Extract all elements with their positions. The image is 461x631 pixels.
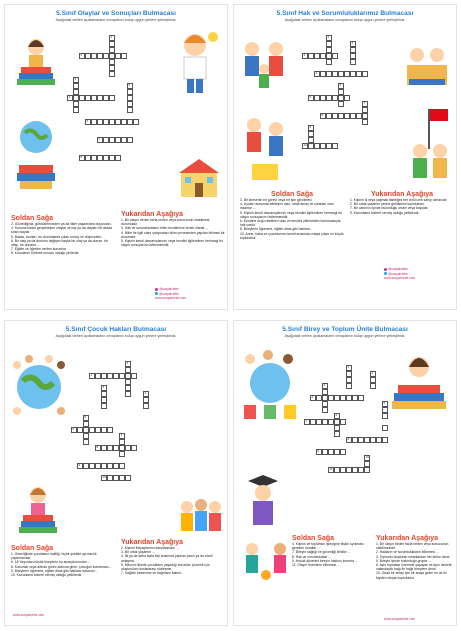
page-title: 5.Sınıf Hak ve Sorumluluklarımız Bulmacası bbox=[276, 10, 414, 17]
crossword-cell[interactable]: 9 bbox=[308, 125, 314, 131]
footer-website[interactable]: www.sosyalciebe.com bbox=[384, 617, 416, 621]
footer bbox=[155, 287, 186, 300]
clue: 8. Konularını bölerek sonucu olduğu yerlerdir. bbox=[11, 251, 80, 256]
crossword-cell[interactable] bbox=[382, 437, 388, 443]
crossword-cell[interactable]: 10 bbox=[303, 143, 307, 147]
kids-reading-illustration bbox=[399, 35, 455, 95]
clue: 7. Bir canlının içinde bulunduğu ortam veya koşullar. bbox=[350, 206, 429, 211]
crossword-cell[interactable] bbox=[127, 137, 133, 143]
crossword-cell[interactable]: 6 bbox=[85, 119, 91, 125]
clue: 5. Kişinin kendi davranışlarının veya kendini ilgilendiren herhangi bir olayın sonuçlarını üstlenmesidir. bbox=[121, 239, 223, 248]
page-subtitle: Aşağıdaki verilen açıklamaların cevaplarını bulup uygun yerlere yerleştiriniz. bbox=[284, 18, 406, 22]
footer-brand: @sosyalciebe bbox=[159, 291, 179, 296]
crossword-cell[interactable] bbox=[131, 373, 137, 379]
crossword-cell[interactable] bbox=[115, 155, 121, 161]
clue: 10. Ortak bir amaç için bir araya gelen en az iki kişiden oluşan topluluktur. bbox=[376, 571, 447, 580]
clue: 2. Hakların ve sorumlulukların bilinmesi ... bbox=[376, 550, 439, 555]
clue: 2. Kişinin ihtiyaçlarının karşılanması ... bbox=[121, 546, 179, 550]
clue: 4. Sonuna kadar gerçekleşen olaylar ve kişi ya da olayları bir arada tutan olaylar. bbox=[11, 226, 112, 235]
clue: 4. Uyuları arasında etkileşim olan, ortak amaç ve çıkarları olan insanlar ... bbox=[240, 202, 334, 211]
clue: 9. Bireylerin öğrenme, eğitim alma gibi haklara hukukun ... bbox=[11, 568, 99, 573]
crossword-cell[interactable] bbox=[326, 59, 332, 65]
clue: 1. Kişinin iş veya yapmak istediğini her türlü izne sahip olmasıdır. bbox=[350, 198, 448, 202]
clue: 7. Sağlıklı beslenme ve bağımsız bakım... bbox=[121, 571, 184, 576]
crossword-grid bbox=[67, 35, 175, 161]
clue: 4. Kişinin ve toplumun işleyişine ilişkin uyulması gereken kurallar ... bbox=[292, 542, 364, 551]
crossword-cell[interactable]: 10 bbox=[365, 455, 369, 459]
children-world-illustration bbox=[238, 347, 302, 421]
crossword-cell[interactable] bbox=[332, 143, 338, 149]
crossword-cell[interactable] bbox=[332, 53, 338, 59]
crossword-cell[interactable] bbox=[382, 413, 388, 419]
crossword-cell[interactable] bbox=[382, 425, 388, 431]
crossword-cell[interactable] bbox=[101, 403, 107, 409]
crossword-cell[interactable] bbox=[344, 95, 350, 101]
globe-books-illustration bbox=[11, 115, 61, 215]
clue: 5. Kişinin kendi davranışlarının veya kendini ilgilendiren herhangi bir olayın sonuçlarını üstlenmesidir. bbox=[240, 210, 342, 219]
crossword-cell[interactable]: 2 bbox=[350, 41, 356, 47]
school-building-illustration bbox=[175, 155, 223, 200]
crossword-cell[interactable]: 5 bbox=[83, 415, 89, 421]
clue: 8. Kanunlar veya ailenin görev alanına giren, çocuğun korunması... bbox=[11, 564, 112, 569]
clue: 10. Anne, baba ve çocuklarının kendi arasında ortaya çıkan en küçük topluluktur. bbox=[240, 231, 344, 240]
crossword-grid bbox=[71, 361, 179, 481]
crossword-cell[interactable]: 5 bbox=[382, 401, 388, 407]
crossword-cell[interactable]: 4 bbox=[314, 71, 320, 77]
clue: 6. 18 Yaşından küçük bireylerin bu amaçla kurulan ... bbox=[11, 560, 91, 565]
crossword-cell[interactable]: 1 bbox=[326, 35, 332, 41]
footer bbox=[384, 617, 415, 621]
crossword-cell[interactable]: 3 bbox=[322, 383, 328, 389]
crossword-cell[interactable]: 7 bbox=[304, 419, 310, 425]
page-subtitle: Aşağıdaki verilen açıklamaların cevaplarını bulup uygun yerlere yerleştiriniz. bbox=[55, 18, 177, 22]
crossword-cell[interactable] bbox=[350, 59, 356, 65]
footer bbox=[384, 267, 415, 280]
crossword-cell[interactable] bbox=[362, 119, 368, 125]
crossword-cell[interactable] bbox=[125, 391, 131, 397]
across-clues bbox=[11, 545, 115, 577]
crossword-cell[interactable] bbox=[143, 403, 149, 409]
crossword-grid bbox=[296, 35, 404, 149]
crossword-cell[interactable] bbox=[362, 71, 368, 77]
crossword-cell[interactable]: 8 bbox=[95, 445, 101, 451]
crossword-cell[interactable]: 6 bbox=[308, 95, 314, 101]
page-title: 5.Sınıf Çocuk Hakları Bulmacası bbox=[65, 326, 167, 333]
crossword-cell[interactable]: 5 bbox=[127, 83, 133, 89]
clue: 5. Bireyin içinde bulunduğu grupta ... bbox=[376, 558, 432, 563]
clue: 1. Geneliğinde çocukların eşitliği, hiçbir şekilde ayrımcılık yapılmaması. bbox=[11, 552, 97, 561]
clue: 7. Bireyin sağlığı ve güvenliği tehlike ... bbox=[292, 550, 351, 555]
crossword-cell[interactable]: 7 bbox=[362, 101, 368, 107]
across-heading: Soldan Sağa bbox=[292, 535, 335, 542]
crossword-cell[interactable]: 7 bbox=[119, 433, 125, 439]
clue: 3. Toplumu oluşturan insanlardan her birine denir. bbox=[376, 554, 451, 559]
clue: 5. Başka, bunları, bu durumlarda çıkan sonuç ve düşünceler. bbox=[11, 234, 103, 239]
across-heading: Soldan Sağa bbox=[270, 191, 313, 198]
graduate-girl-illustration bbox=[238, 471, 288, 535]
instagram-icon bbox=[155, 288, 158, 291]
worksheet-hak-sorumluluklar bbox=[233, 4, 457, 310]
crossword-cell[interactable]: 4 bbox=[143, 391, 149, 397]
clue: 6. Aynı topraklar üzerinde yaşayan ve aynı devlete vatandaşlık bağı ile bağlı bireylere denir. bbox=[376, 563, 452, 572]
down-heading: Yukarıdan Aşağıya bbox=[376, 535, 438, 542]
instagram-icon bbox=[384, 268, 387, 271]
crossword-cell[interactable]: 2 bbox=[79, 53, 85, 59]
crossword-cell[interactable] bbox=[119, 463, 125, 469]
crossword-cell[interactable] bbox=[131, 445, 137, 451]
crossword-cell[interactable] bbox=[83, 439, 89, 445]
across-heading: Soldan Sağa bbox=[11, 545, 54, 552]
footer-website[interactable]: www.sosyalciebe.com bbox=[155, 296, 187, 300]
crossword-cell[interactable]: 3 bbox=[73, 77, 79, 83]
worksheet-olaylar-sonuclari bbox=[4, 4, 228, 310]
down-clues bbox=[376, 535, 456, 580]
crossword-cell[interactable]: 3 bbox=[302, 53, 308, 59]
clue: 7. Eğitim ve öğretim verilen kurumlar. bbox=[11, 247, 67, 252]
worksheet-birey-toplum bbox=[233, 320, 457, 626]
clue: 4. İki ya da daha fazla kişi arasında yapılan yazılı ya da sözlü anlaşma... bbox=[121, 554, 213, 563]
crossword-cell[interactable]: 8 bbox=[346, 437, 352, 443]
across-clues bbox=[240, 191, 344, 240]
crossword-cell[interactable]: 1 bbox=[89, 373, 95, 379]
crossword-cell[interactable]: 5 bbox=[338, 83, 344, 89]
crossword-cell[interactable]: 8 bbox=[79, 155, 85, 161]
crossword-cell[interactable] bbox=[107, 427, 113, 433]
clue: 5. Mevcut ülkede çocukların yaşadığı sorunları çözmek için oluşturulan uluslararası sözleşme. bbox=[121, 562, 210, 572]
footer-website[interactable]: www.sosyalciebe.com bbox=[13, 613, 45, 617]
crossword-cell[interactable] bbox=[127, 107, 133, 113]
clue: 2. Bir ortak yaşamın yerine getirilmesi toplulukları. bbox=[350, 202, 425, 207]
clue: 3. Bir kimsenin bir görevi veya bir işin görülmesi. bbox=[240, 198, 313, 202]
worksheet-cocuk-haklari bbox=[4, 320, 228, 626]
crossword-cell[interactable]: 6 bbox=[334, 413, 340, 419]
clue: 9. Kanunların bizlere vermiş olduğu yetkilerdir. bbox=[350, 210, 420, 215]
page-title: 5.Sınıf Olaylar ve Sonuçları Bulmacası bbox=[56, 10, 176, 17]
clue: 2. Gözlediğiniz, gördüklerinizden ya da ilkler yaşantılara duyuruları. bbox=[11, 222, 112, 226]
crossword-cell[interactable] bbox=[340, 449, 346, 455]
crossword-cell[interactable] bbox=[340, 419, 346, 425]
crossword-cell[interactable]: 2 bbox=[370, 371, 376, 377]
clue: 8. Bireylerin öğrenme, eğitim alma gibi haklara... bbox=[240, 227, 313, 232]
crossword-cell[interactable]: 1 bbox=[346, 365, 352, 371]
across-clues bbox=[292, 535, 372, 567]
crossword-cell[interactable] bbox=[364, 467, 370, 473]
flag-kids-illustration bbox=[402, 105, 456, 185]
crossword-cell[interactable] bbox=[133, 119, 139, 125]
page-subtitle: Aşağıdaki verilen açıklamaların cevaplarını bulup uygun yerlere yerleştiriniz. bbox=[55, 334, 177, 338]
page-subtitle: Aşağıdaki verilen açıklamaların cevaplarını bulup uygun yerlere yerleştiriniz. bbox=[284, 334, 406, 338]
crossword-cell[interactable]: 1 bbox=[109, 35, 115, 41]
crossword-cell[interactable]: 4 bbox=[67, 95, 73, 101]
clue: 3. Bir ortak yaşamın ... bbox=[121, 550, 155, 555]
crossword-cell[interactable]: 2 bbox=[125, 361, 131, 367]
globe-children-illustration bbox=[9, 351, 69, 431]
across-clues bbox=[11, 215, 115, 256]
crossword-cell[interactable] bbox=[334, 431, 340, 437]
crossword-cell[interactable]: 3 bbox=[101, 385, 107, 391]
clue: 3. Hak ve sorumlulukların bilen kendilerine örnek olarak ... bbox=[121, 226, 209, 231]
down-clues bbox=[121, 211, 225, 247]
clue: 1. Bir olayın birden fazla neden veya sonucunun olabilmesi durumudur. bbox=[121, 218, 210, 227]
clue: 8. Hak ve sorumluluklar ... bbox=[292, 554, 332, 559]
crossword-cell[interactable] bbox=[119, 451, 125, 457]
clue: 4. Bilim ile ilgili olanı çalışmaları bilim çevresinden yapılan bilimsel bir durumdur. bbox=[121, 230, 225, 239]
crossword-cell[interactable] bbox=[346, 383, 352, 389]
clue: 9. Hukuk düzenini bireyin hakkını koruma ... bbox=[292, 558, 358, 563]
crossword-cell[interactable]: 9 bbox=[316, 449, 322, 455]
down-heading: Yukarıdan Aşağıya bbox=[121, 211, 183, 218]
crossword-cell[interactable] bbox=[125, 475, 131, 481]
footer bbox=[13, 613, 44, 617]
student-books-illustration bbox=[11, 33, 61, 93]
clue: 6. Bir olay ya da durumu değişen başka bir olay ya da durum, bir olayı, bir durumu ... bbox=[11, 238, 108, 248]
footer-brand: @sosyalciebe bbox=[388, 271, 408, 276]
trophy-kids-illustration bbox=[238, 109, 292, 189]
crossword-cell[interactable]: 6 bbox=[71, 427, 77, 433]
crossword-cell[interactable] bbox=[73, 107, 79, 113]
family-illustration bbox=[238, 35, 294, 95]
crossword-cell[interactable] bbox=[370, 383, 376, 389]
down-heading: Yukarıdan Aşağıya bbox=[121, 539, 183, 546]
down-heading: Yukarıdan Aşağıya bbox=[371, 191, 433, 198]
twitter-icon bbox=[384, 272, 387, 275]
crossword-cell[interactable] bbox=[358, 395, 364, 401]
down-clues bbox=[350, 191, 454, 215]
crossword-cell[interactable]: 4 bbox=[310, 395, 316, 401]
kids-group-illustration bbox=[175, 493, 225, 543]
down-clues bbox=[121, 539, 225, 575]
clue: 11. Olayın öneminin bilinmesi ... bbox=[292, 563, 340, 568]
crossword-cell[interactable]: 8 bbox=[320, 113, 326, 119]
twitter-icon bbox=[155, 292, 158, 295]
page-title: 5.Sınıf Birey ve Toplum Ünite Bulmacası bbox=[282, 326, 408, 333]
crossword-cell[interactable]: 7 bbox=[97, 137, 103, 143]
footer-brand: @sosyalciebe bbox=[388, 267, 408, 271]
kids-playing-illustration bbox=[238, 539, 294, 583]
across-heading: Soldan Sağa bbox=[11, 215, 54, 222]
crossword-cell[interactable] bbox=[121, 53, 127, 59]
crossword-grid bbox=[304, 365, 412, 473]
crossword-cell[interactable] bbox=[109, 71, 115, 77]
crossword-cell[interactable] bbox=[322, 407, 328, 413]
crossword-cell[interactable] bbox=[338, 101, 344, 107]
crossword-cell[interactable]: 9 bbox=[77, 463, 83, 469]
crossword-cell[interactable]: 10 bbox=[102, 475, 106, 479]
footer-website[interactable]: www.sosyalciebe.com bbox=[384, 276, 416, 280]
clue: 10. Kanunların bizlere vermiş olduğu yetkilerdir. bbox=[11, 573, 83, 578]
clue: 1. Bir olayın birden fazla neden veya sonucunun olabilmesidir. bbox=[376, 542, 449, 551]
clue: 6. Kendine özgü nitelikleri olan ve kendini yitirmekten bulunmasıyla hak vardır. bbox=[240, 219, 341, 228]
crossword-cell[interactable]: 11 bbox=[329, 467, 333, 471]
footer-brand: @sosyalciebe bbox=[159, 287, 179, 291]
crossword-cell[interactable] bbox=[109, 95, 115, 101]
girl-books-illustration bbox=[13, 481, 63, 541]
